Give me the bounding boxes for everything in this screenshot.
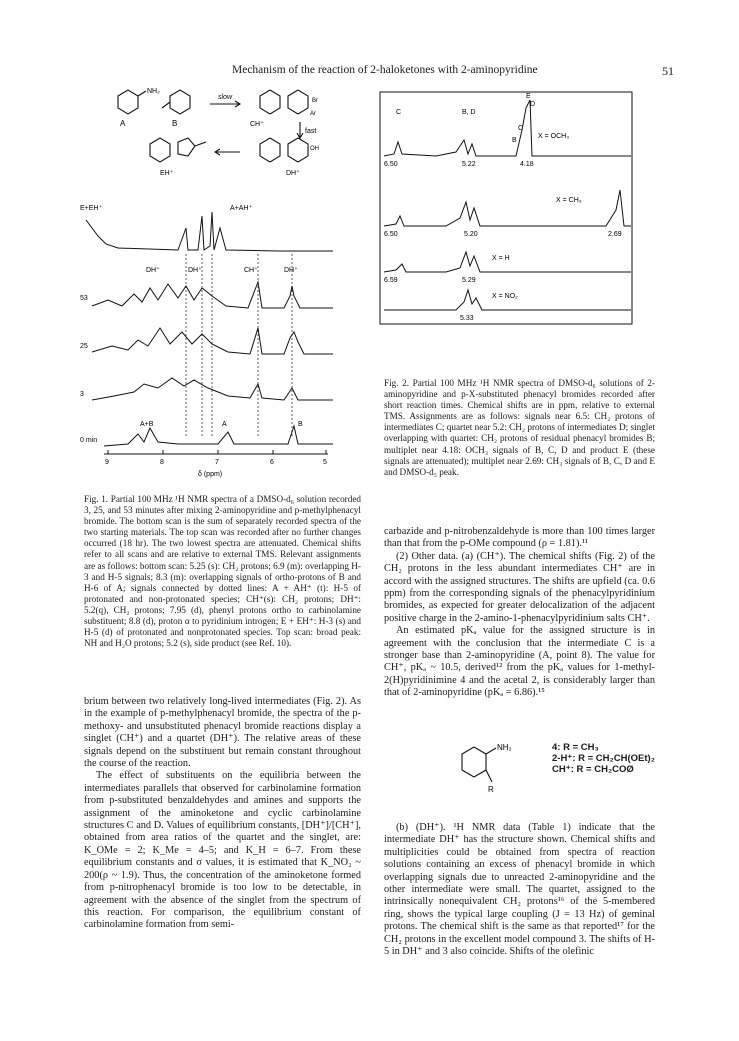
struct4-line-3: CH⁺: R = CH₂COØ bbox=[552, 764, 634, 775]
fig2-p3-t1: 6.59 bbox=[384, 277, 398, 284]
fig2-p1-t1: 6.50 bbox=[384, 161, 398, 168]
fig1-ab: A+B bbox=[140, 421, 154, 428]
fig2-c2: C bbox=[518, 125, 524, 132]
fig1-tick-7: 7 bbox=[215, 459, 219, 466]
struct4-r: R bbox=[488, 785, 494, 794]
fig2-p1-t3: 4.18 bbox=[520, 161, 534, 168]
fig1-tick-8: 8 bbox=[160, 459, 164, 466]
fig1-ch: CH⁺ bbox=[244, 267, 258, 274]
fig2-p1-t2: 5.22 bbox=[462, 161, 476, 168]
fig1-time-0: 0 min bbox=[80, 437, 98, 444]
fig2-b: B bbox=[512, 137, 517, 144]
fig1-tick-9: 9 bbox=[105, 459, 109, 466]
fig2-x-ch3: X = CH₃ bbox=[556, 197, 582, 204]
fig2-x-och3: X = OCH₃ bbox=[538, 133, 570, 140]
scheme-label-eh: EH⁺ bbox=[160, 170, 174, 177]
fig2-p4-t1: 5.33 bbox=[460, 315, 474, 322]
fig1-time-3: 3 bbox=[80, 391, 84, 398]
left-paragraph-2: The effect of substituents on the equilibria between the intermediates parallels that observed for carbinolamine formation from p-substituted benzaldehydes and amines and supports the assignment of the aminoketone and cyclic carbinolamine structures C and D. Values of equilibrium constants, [DH⁺]/[CH⁺], obtained from area ratios of the quartet and the singlet, are: K_OMe = 2; K_Me = 4–5; and K_H = 6–7. From these equilibrium constants and σ values, it is estimated that K_NO₂ ~ 200(ρ ~ 1.9). Thus, the concentration of the aminoketone formed from p-nitrophenacyl bromide is too low to be detectable, in agreement with the absence of the singlet from the spectrum of this reaction. For comparison, the equilibrium constant of carbinolamine formation from semi- bbox=[84, 770, 361, 931]
scheme-oh: OH bbox=[310, 146, 319, 152]
fig2-x-no2: X = NO₂ bbox=[492, 293, 518, 300]
reaction-scheme bbox=[100, 82, 340, 182]
scheme-label-dh: DH⁺ bbox=[286, 170, 300, 177]
figure1-spectra bbox=[78, 188, 340, 488]
fig2-d: D bbox=[530, 101, 536, 108]
fig2-c: C bbox=[396, 109, 402, 116]
struct4-line-2: 2-H⁺: R = CH₂CH(OEt)₂ bbox=[552, 753, 655, 764]
fig1-time-53: 53 bbox=[80, 295, 88, 302]
running-title: Mechanism of the reaction of 2-haloketones with 2-aminopyridine bbox=[232, 64, 538, 76]
fig1-b: B bbox=[298, 421, 303, 428]
scheme-label-ch: CH⁺ bbox=[250, 121, 264, 128]
scheme-nh2: NH₂ bbox=[147, 88, 160, 95]
figure1-caption: Fig. 1. Partial 100 MHz ¹H NMR spectra of a DMSO-d₆ solution recorded 3, 25, and 53 minutes after mixing 2-aminopyridine and p-methylphenacyl bromide. The bottom scan is the sum of separately recorded spectra of the two starting materials. The top scan was recorded after no further changes occurred (18 hr). The two lowest spectra are attenuated. Chemical shifts refer to all scans and are relative to external TMS. Relevant assignments are as follows: bottom scan: 5.25 (s): CH₂ protons; 6.9 (m): overlapping H-3 and H-5 signals; 8.3 (m): overlapping signals of ortho-protons of B and H-6 of A; signals connected by dotted lines: A + AH⁺ (t): H-5 of protonated and non-protonated species; CH⁺(s): CH₂ protons; DH⁺: 5.2(q), CH₂ protons; 7.95 (d), phenyl protons ortho to carbinolamine substituent; 8.8 (d), proton α to pyridinium introgen; E + EH⁺: H-3 (s) and H-5 (d) of protonated and nonprotonated species. Top scan: broad peak: NH and H₂O protons; 5.2 (s), side product (see Ref. 10). bbox=[84, 494, 361, 649]
fig2-p3-t2: 5.29 bbox=[462, 277, 476, 284]
fig1-label-eeh: E+EH⁺ bbox=[80, 205, 103, 212]
fig2-p2-t2: 5.20 bbox=[464, 231, 478, 238]
scheme-label-b: B bbox=[172, 119, 178, 128]
figure2-spectra bbox=[376, 90, 638, 372]
fig1-time-25: 25 bbox=[80, 343, 88, 350]
right-column-text bbox=[384, 526, 655, 700]
fig1-axis-unit: δ (ppm) bbox=[198, 471, 223, 478]
fig1-label-aah: A+AH⁺ bbox=[230, 205, 253, 212]
page-number: 51 bbox=[662, 64, 674, 78]
fig1-dh-2: DH⁺ bbox=[188, 267, 202, 274]
fig2-bd: B, D bbox=[462, 109, 476, 116]
right-paragraph-1: carbazide and p-nitrobenzaldehyde is more than 100 times larger than that from the p-OMe compound (ρ = 1.81).¹¹ bbox=[384, 526, 655, 550]
scheme-fast: fast bbox=[305, 128, 317, 135]
right-column-text-b bbox=[384, 822, 655, 958]
right-paragraph-3: An estimated pKₐ value for the assigned structure is in agreement with the conclusion that the intermediate C is a stronger base than 2-aminopyridine (A, point 8). The value for CH⁺, pKₐ ~ 10.5, derived¹² from the pKₐ values for 1-methyl-2(H)pyridinimine 4 and the acetal 2, is considerably larger than that of 2-aminopyridine (pKₐ = 6.86).¹⁵ bbox=[384, 625, 655, 699]
scheme-label-a: A bbox=[120, 119, 126, 128]
right-paragraph-2: (2) Other data. (a) (CH⁺). The chemical shifts (Fig. 2) of the CH₂ protons in the less abundant intermediates CH⁺ are in accord with the assigned structures. The shifts are upfield (ca. 0.6 ppm) from the corresponding signals of the phenacylpyridinium bromides, as expected for greater delocalization of the adjacent positive charge in the 2-amino-1-phenacylpyridinium salts CH⁺. bbox=[384, 550, 655, 624]
left-paragraph-1: brium between two relatively long-lived intermediates (Fig. 2). As in the example of p-methylphenacyl bromide, the spectra of the p-methoxy- and unsubstituted phenacyl bromide reactions display a singlet (CH⁺) and a quartet (DH⁺). The relative areas of these signals depend on the substituent but remain constant throughout the course of the reaction. bbox=[84, 696, 361, 770]
fig1-dh-3: DH⁺ bbox=[284, 267, 298, 274]
right-paragraph-4: (b) (DH⁺). ¹H NMR data (Table 1) indicate that the intermediate DH⁺ has the structure shown. Chemical shifts and multiplicities could be obtained from spectra of reaction solutions containing an excess of phenacyl bromide in which overlapping signals due to unreacted 2-aminopyridine and the other intermediate were small. The quartet, assigned to the intrinsically nonequivalent CH₂ protons¹⁶ of the 5-membered ring, shows the typical large coupling (J = 13 Hz) of geminal protons. The chemical shift is the same as that reported¹⁷ for the CH₂ protons in the excellent model compound 3. The shifts of H-5 in DH⁺ and 3 also coincide. Shifts of the olefinic bbox=[384, 822, 655, 958]
fig1-tick-5: 5 bbox=[323, 459, 327, 466]
scheme-ar: Ar bbox=[310, 111, 316, 117]
left-column-text bbox=[84, 696, 361, 932]
fig1-a: A bbox=[222, 421, 227, 428]
struct4-line-1: 4: R = CH₃ bbox=[552, 742, 599, 753]
scheme-br: Br bbox=[312, 98, 318, 104]
fig2-p2-t3: 2.69 bbox=[608, 231, 622, 238]
structure-4-legend bbox=[552, 742, 655, 775]
struct4-nh2: NH₂ bbox=[497, 743, 512, 752]
fig1-dh-1: DH⁺ bbox=[146, 267, 160, 274]
fig1-tick-6: 6 bbox=[270, 459, 274, 466]
figure2-caption: Fig. 2. Partial 100 MHz ¹H NMR spectra of DMSO-d₆ solutions of 2-aminopyridine and p-X-substituted phenacyl bromides recorded after short reaction times. Chemical shifts are in ppm, relative to external TMS. Assignments are as follows: signals near 6.5: CH₂ protons of intermediates C; quartet near 5.2: CH₂ protons of intermediates D; singlet overlapping with quartet: CH₂ protons of residual phenacyl bromides B; multiplet near 4.18: OCH₃ signals of B, C, D and product E (these signals are attenuated); multiplet near 2.69: CH₃ signals of B, C, D and E and DMSO-d₅ peak. bbox=[384, 378, 655, 477]
fig2-p2-t1: 6.50 bbox=[384, 231, 398, 238]
structure-4 bbox=[448, 738, 528, 800]
fig2-x-h: X = H bbox=[492, 255, 510, 262]
fig2-e: E bbox=[526, 93, 531, 100]
scheme-slow: slow bbox=[218, 94, 233, 101]
